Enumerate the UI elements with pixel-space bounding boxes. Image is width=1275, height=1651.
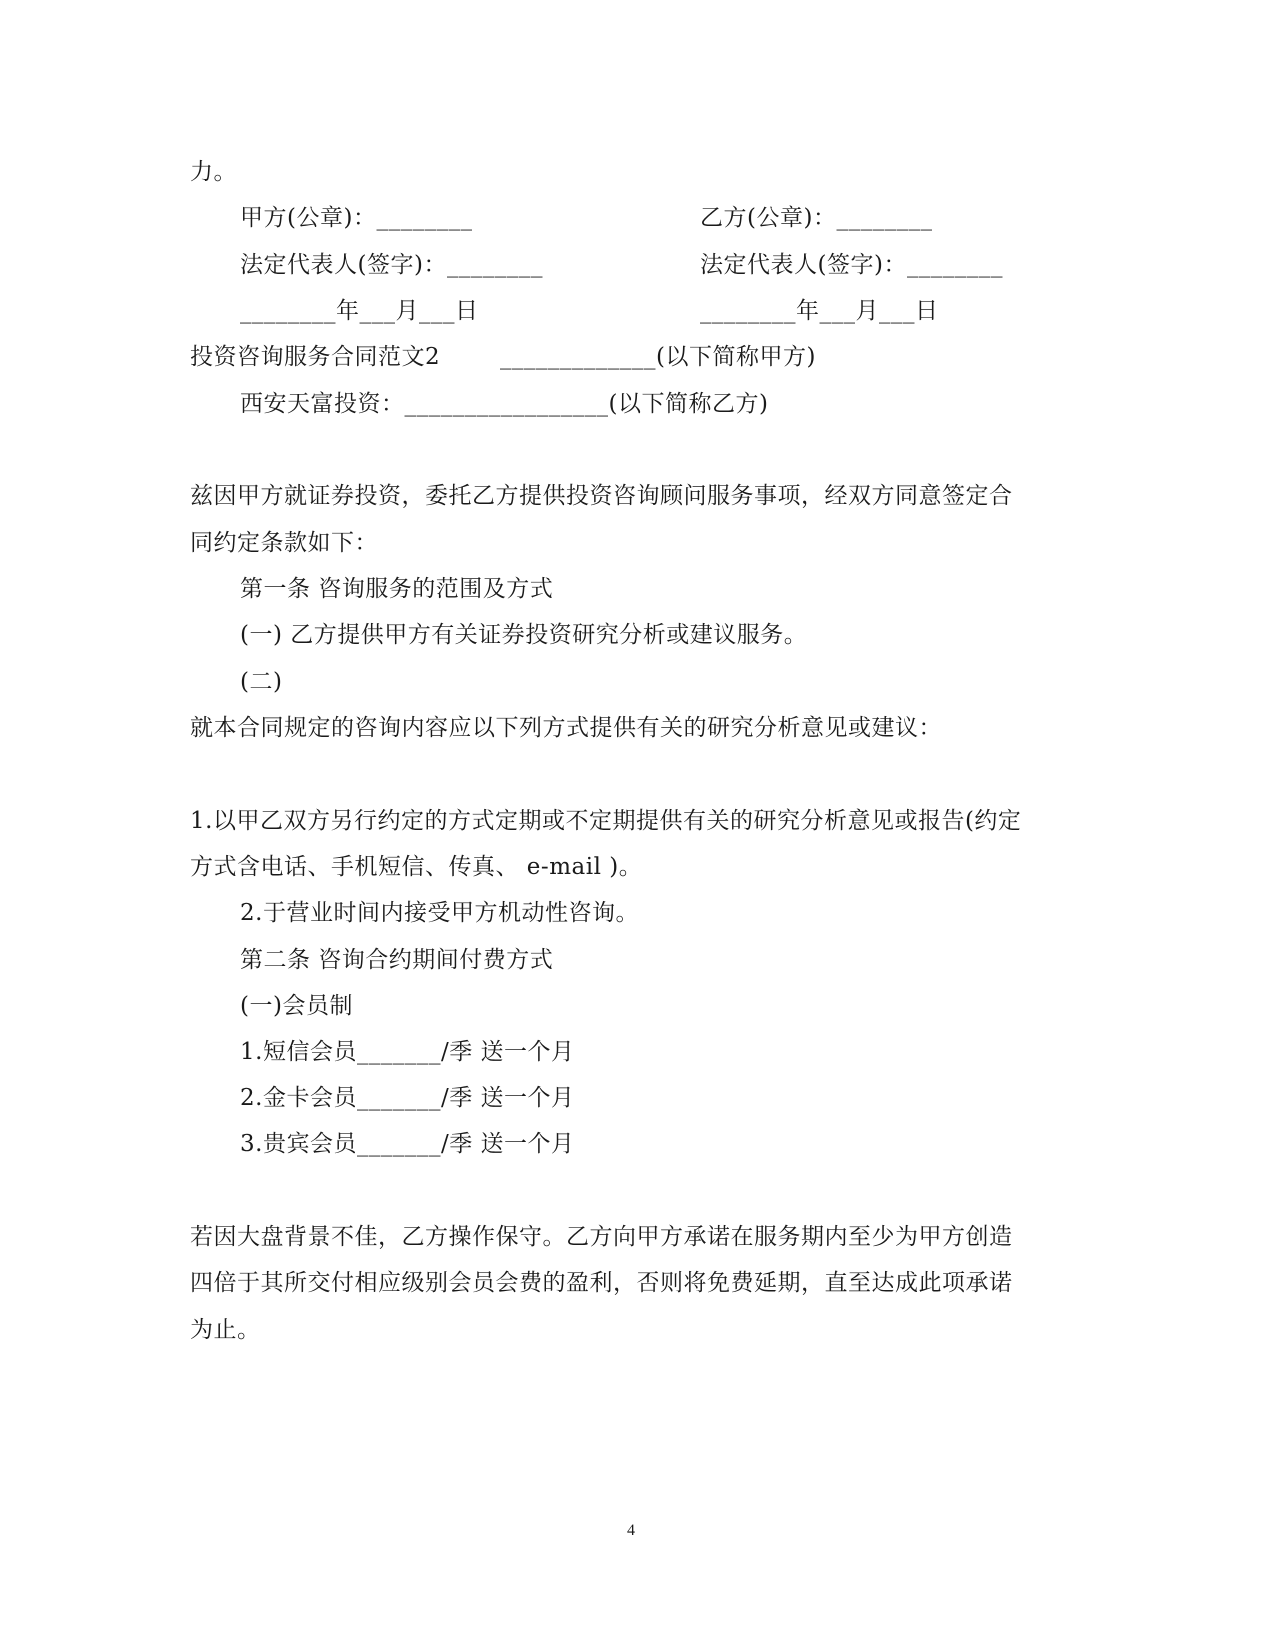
party-a-seal: 甲方(公章)：________	[240, 205, 473, 231]
promise-paragraph-line: 为止。	[190, 1317, 261, 1343]
article-1-point-1-cont: 方式含电话、手机短信、传真、 e-mail )。	[190, 854, 643, 880]
intro-paragraph-line: 兹因甲方就证券投资，委托乙方提供投资咨询顾问服务事项，经双方同意签定合	[190, 483, 1013, 509]
party-b-representative: 法定代表人(签字)：________	[700, 252, 1003, 278]
membership-sms: 1.短信会员_______/季 送一个月	[240, 1039, 575, 1065]
article-1-point-2: 2.于营业时间内接受甲方机动性咨询。	[240, 900, 639, 926]
page-number: 4	[627, 1522, 635, 1539]
party-a-representative: 法定代表人(签字)：________	[240, 252, 543, 278]
party-b-name-line: 西安天富投资：_________________(以下简称乙方)	[240, 391, 769, 417]
article-1-description: 就本合同规定的咨询内容应以下列方式提供有关的研究分析意见或建议：	[190, 715, 942, 741]
promise-paragraph-line: 四倍于其所交付相应级别会员会费的盈利，否则将免费延期，直至达成此项承诺	[190, 1270, 1013, 1296]
promise-paragraph-line: 若因大盘背景不佳，乙方操作保守。乙方向甲方承诺在服务期内至少为甲方创造	[190, 1224, 1013, 1250]
contract-title: 投资咨询服务合同范文2	[190, 344, 441, 370]
article-1-point-1: 1.以甲乙双方另行约定的方式定期或不定期提供有关的研究分析意见或报告(约定	[190, 808, 1022, 834]
party-a-date: ________年___月___日	[240, 298, 479, 324]
article-2-item-1: (一)会员制	[240, 993, 353, 1019]
intro-paragraph-line: 同约定条款如下：	[190, 530, 378, 556]
article-2-heading: 第二条 咨询合约期间付费方式	[240, 947, 554, 973]
article-1-heading: 第一条 咨询服务的范围及方式	[240, 576, 554, 602]
membership-gold: 2.金卡会员_______/季 送一个月	[240, 1085, 575, 1111]
party-a-name-line: _____________(以下简称甲方)	[500, 344, 816, 370]
article-1-item-1: (一) 乙方提供甲方有关证券投资研究分析或建议服务。	[240, 622, 808, 648]
party-b-date: ________年___月___日	[700, 298, 939, 324]
text-line: 力。	[190, 159, 237, 185]
article-1-item-2: (二)	[240, 669, 283, 695]
party-b-seal: 乙方(公章)：________	[700, 205, 933, 231]
membership-vip: 3.贵宾会员_______/季 送一个月	[240, 1131, 575, 1157]
